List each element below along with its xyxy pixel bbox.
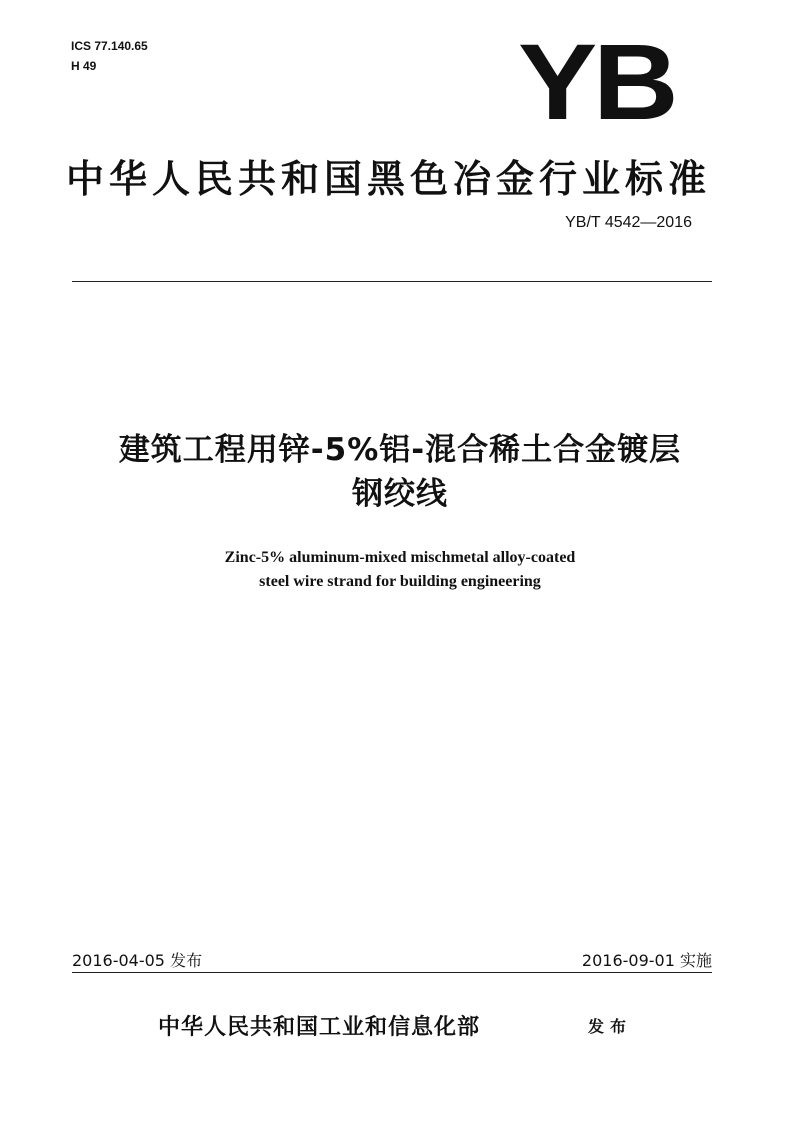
ics-code: ICS 77.140.65 xyxy=(71,39,148,53)
english-title xyxy=(0,546,800,594)
dates-row xyxy=(72,948,712,974)
issuing-authority: 中华人民共和国工业和信息化部 xyxy=(158,1014,481,1040)
english-title-line-2: steel wire strand for building engineering xyxy=(259,573,541,590)
yb-logo: YB xyxy=(518,21,675,142)
issue-label: 发布 xyxy=(588,1017,633,1036)
top-divider xyxy=(72,281,712,282)
implementation-date: 2016-09-01 实施 xyxy=(581,951,712,970)
release-date: 2016-04-05 发布 xyxy=(72,951,203,970)
english-title-line-1: Zinc-5% aluminum-mixed mischmetal alloy-coated xyxy=(224,549,576,566)
chinese-title-line-1: 建筑工程用锌-5%铝-混合稀土合金镀层 xyxy=(118,432,682,468)
bottom-divider xyxy=(72,972,712,973)
chinese-title-line-2: 钢绞线 xyxy=(352,476,448,512)
standard-number: YB/T 4542—2016 xyxy=(565,214,692,231)
ccs-code: H 49 xyxy=(71,59,97,73)
chinese-title xyxy=(0,428,800,516)
classification-codes xyxy=(71,36,148,76)
standard-category-title: 中华人民共和国黑色冶金行业标准 xyxy=(66,157,712,201)
